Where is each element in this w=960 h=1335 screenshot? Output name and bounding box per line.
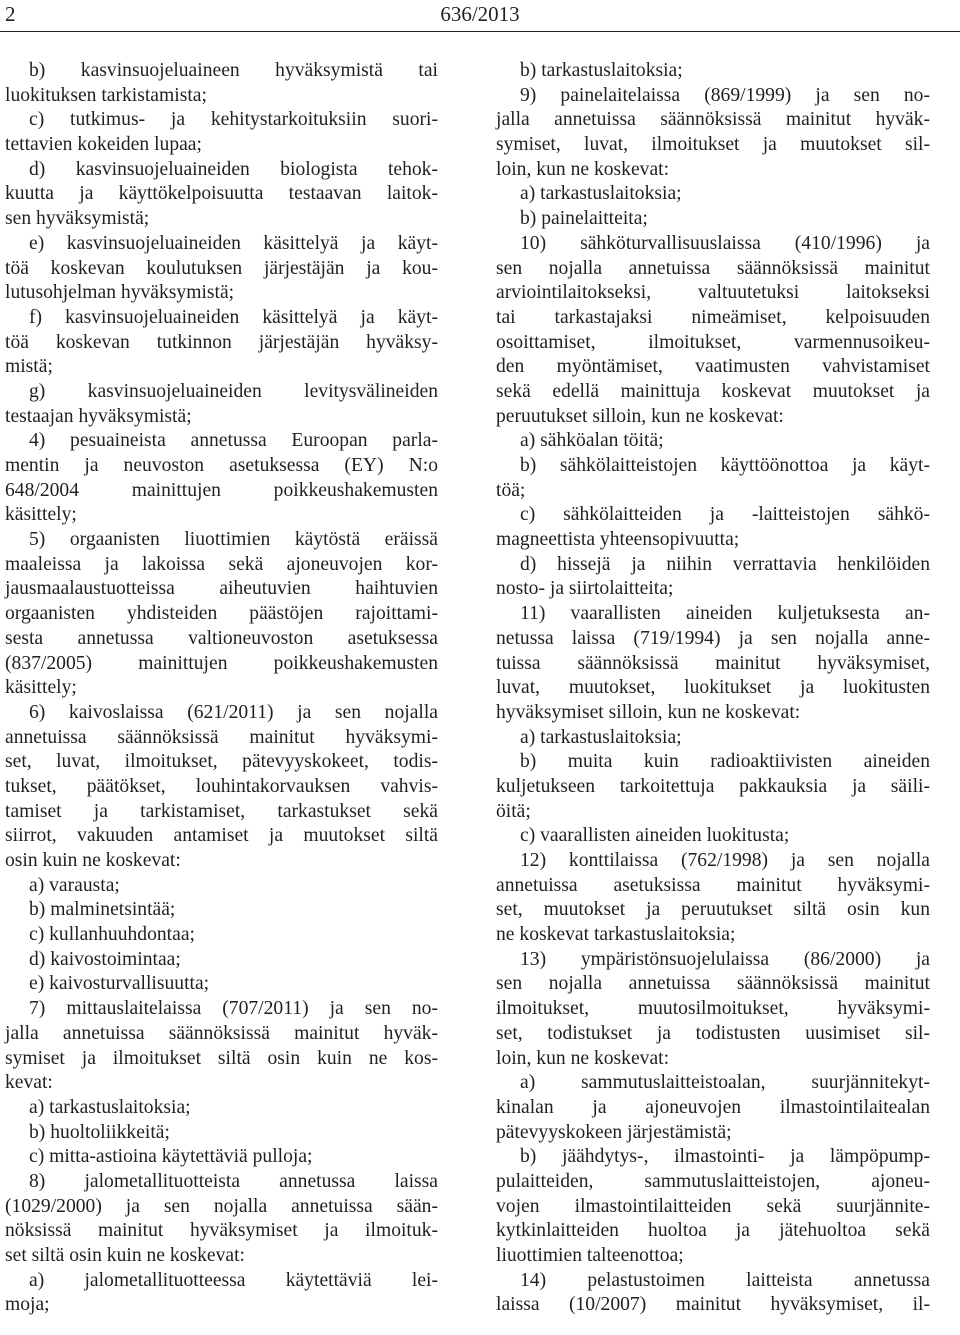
text-line: 5) orgaanisten liuottimien käytöstä eräissä	[29, 529, 438, 551]
text-line: 4) pesuaineista annetussa Euroopan parla-	[29, 430, 438, 452]
text-line: käsittely;	[5, 504, 77, 526]
text-line: maaleissa ja lakoissa sekä ajoneuvojen kor-	[5, 553, 438, 575]
text-line: b) painelaitteita;	[520, 208, 648, 230]
text-line: 648/2004 mainittujen poikkeushakemusten	[5, 479, 438, 501]
text-line: laissa (10/2007) mainitut hyväksymiset, il-	[496, 1294, 930, 1316]
header-rule	[0, 31, 960, 32]
text-line: pulaitteiden, sammutuslaitteistojen, ajoneu-	[496, 1170, 930, 1192]
text-line: set, luvat, ilmoitukset, pätevyyskokeet, todis-	[5, 751, 438, 773]
text-line: set siltä osin kuin ne koskevat:	[5, 1245, 245, 1266]
text-line: a) varausta;	[29, 874, 120, 896]
text-line: b) huoltoliikkeitä;	[29, 1121, 170, 1143]
text-line: c) mitta-astioina käytettäviä pulloja;	[29, 1146, 313, 1168]
text-line: tuissa säännöksissä mainitut hyväksymiset,	[496, 652, 930, 674]
text-line: orgaanisten yhdisteiden päästöjen rajoittami-	[5, 603, 438, 625]
text-line: d) kasvinsuojeluaineiden biologista tehok-	[29, 158, 438, 180]
text-line: b) kasvinsuojeluaineen hyväksymistä tai	[29, 60, 438, 81]
text-line: b) muita kuin radioaktiivisten aineiden	[520, 751, 930, 773]
text-line: siirrot, vakuuden antamiset ja muutokset siltä	[5, 825, 438, 847]
text-line: 8) jalometallituotteista annetussa laissa	[29, 1170, 438, 1192]
text-line: vojen ilmastointilaitteiden sekä suurjännite-	[496, 1195, 930, 1217]
text-line: 7) mittauslaitelaissa (707/2011) ja sen no-	[29, 998, 438, 1020]
text-line: luokituksen tarkistamista;	[5, 84, 207, 106]
text-line: testaajan hyväksymistä;	[5, 405, 192, 427]
text-line: b) jäähdytys-, ilmastointi- ja lämpöpump-	[520, 1146, 930, 1168]
text-line: tai tarkastajaksi nimeämiset, kelpoisuuden	[496, 306, 930, 328]
text-line: liuottimien talteenottoa;	[496, 1245, 684, 1266]
text-line: öitä;	[496, 800, 531, 822]
text-line: a) tarkastuslaitoksia;	[520, 726, 682, 748]
text-line: sen hyväksymistä;	[5, 208, 150, 230]
text-line: ilmoitukset, muutosilmoitukset, hyväksymi-	[496, 998, 930, 1020]
text-line: 6) kaivoslaissa (621/2011) ja sen nojalla	[29, 701, 438, 723]
text-line: c) kullanhuuhdontaa;	[29, 924, 195, 946]
text-line: (1029/2000) ja sen nojalla annetuissa sään-	[5, 1195, 438, 1217]
text-line: b) malminetsintää;	[29, 899, 176, 921]
text-line: jalla annetuissa säännöksissä mainitut hyväk-	[5, 1022, 438, 1044]
text-line: 13) ympäristönsuojelulaissa (86/2000) ja	[520, 948, 930, 970]
text-line: jausmaalaustuotteissa aiheutuvien haihtuvien	[5, 578, 438, 600]
text-line: netussa laissa (719/1994) ja sen nojalla anne-	[496, 627, 930, 649]
text-line: kinalan ja ajoneuvojen ilmastointilaitealan	[496, 1096, 930, 1118]
text-line: d) kaivostoimintaa;	[29, 948, 181, 970]
text-line: kuutta ja käyttökelpoisuutta testaavan laitok-	[5, 183, 438, 205]
text-line: f) kasvinsuojeluaineiden käsittelyä ja käyt-	[29, 306, 438, 328]
text-line: töä koskevan tutkinnon järjestäjän hyväksy-	[5, 331, 438, 353]
text-line: töä koskevan koulutuksen järjestäjän ja kou-	[5, 257, 438, 279]
text-line: kevat:	[5, 1072, 53, 1094]
text-line: 10) sähköturvallisuuslaissa (410/1996) ja	[520, 232, 930, 254]
text-line: c) tutkimus- ja kehitystarkoituksiin suori-	[29, 109, 438, 131]
text-line: moja;	[5, 1294, 50, 1316]
text-line: osoittamiset, ilmoitukset, varmennusoikeu-	[496, 331, 930, 353]
text-line: e) kaivosturvallisuutta;	[29, 973, 210, 995]
text-line: sen nojalla annetuissa säännöksissä mainitut	[496, 973, 930, 995]
text-line: tamiset ja tarkistamiset, tarkastukset sekä	[5, 800, 438, 822]
text-line: töä;	[496, 479, 526, 501]
text-line: d) hissejä ja niihin verrattavia henkilöiden	[520, 553, 930, 575]
text-line: tukset, päätökset, louhintakorvauksen vahvis-	[5, 775, 438, 797]
left-column	[5, 59, 438, 1318]
text-line: c) vaarallisten aineiden luokitusta;	[520, 825, 790, 847]
text-line: pätevyyskokeen järjestämistä;	[496, 1121, 732, 1143]
text-line: hyväksymiset silloin, kun ne koskevat:	[496, 701, 801, 723]
document-number: 636/2013	[440, 2, 520, 26]
text-line: nosto- ja siirtolaitteita;	[496, 578, 674, 600]
page-header	[0, 0, 960, 30]
text-line: set, muutokset ja peruutukset siltä osin kun	[496, 899, 930, 921]
text-line: sesta annetussa valtioneuvoston asetuksessa	[5, 627, 438, 649]
page-number: 2	[5, 2, 16, 26]
text-line: käsittely;	[5, 677, 77, 699]
text-line: mistä;	[5, 356, 53, 378]
text-line: den myöntämiset, vaatimusten vahvistamiset	[496, 356, 930, 378]
text-line: b) sähkölaitteistojen käyttöönottoa ja käyt-	[520, 455, 930, 476]
text-line: a) tarkastuslaitoksia;	[520, 183, 682, 205]
text-line: a) sammutuslaitteistoalan, suurjännitekyt-	[520, 1072, 930, 1094]
text-line: c) sähkölaitteiden ja -laitteistojen sähkö-	[520, 504, 930, 526]
text-line: b) tarkastuslaitoksia;	[520, 60, 683, 81]
text-line: set, todistukset ja todistusten uusimiset sil-	[496, 1022, 930, 1044]
text-line: symiset, luvat, ilmoitukset ja muutokset sil-	[496, 134, 930, 156]
text-line: 12) konttilaissa (762/1998) ja sen nojalla	[520, 850, 930, 871]
text-line: luvat, muutokset, luokitukset ja luokitusten	[496, 677, 930, 699]
text-line: loin, kun ne koskevat:	[496, 158, 670, 180]
text-line: 14) pelastustoimen laitteista annetussa	[520, 1269, 930, 1291]
text-line: peruutukset silloin, kun ne koskevat:	[496, 405, 784, 427]
text-line: kuljetukseen tarkoitettuja pakkauksia ja säili-	[496, 775, 930, 797]
text-line: 9) painelaitelaissa (869/1999) ja sen no-	[520, 84, 930, 106]
text-line: symiset ja ilmoitukset siltä osin kuin ne kos-	[5, 1047, 438, 1069]
text-line: osin kuin ne koskevat:	[5, 850, 181, 871]
text-line: a) tarkastuslaitoksia;	[29, 1096, 191, 1118]
text-line: 11) vaarallisten aineiden kuljetuksesta an-	[520, 603, 930, 625]
right-column	[496, 59, 930, 1318]
text-line: loin, kun ne koskevat:	[496, 1047, 670, 1069]
text-line: kytkinlaitteiden huoltoa ja jätehuoltoa sekä	[496, 1220, 930, 1242]
text-line: jalla annetuissa säännöksissä mainitut hyväk-	[496, 109, 930, 131]
text-line: g) kasvinsuojeluaineiden levitysvälineiden	[29, 380, 438, 402]
text-line: arviointilaitokseksi, valtuutetuksi laitokseksi	[496, 282, 930, 304]
text-line: sekä edellä mainittuja koskevat muutokset ja	[496, 380, 930, 402]
text-line: mentin ja neuvoston asetuksessa (EY) N:o	[5, 455, 438, 476]
text-line: a) sähköalan töitä;	[520, 430, 664, 452]
text-line: annetuissa asetuksissa mainitut hyväksymi-	[496, 874, 930, 896]
text-line: annetuissa säännöksissä mainitut hyväksymi-	[5, 726, 438, 748]
text-line: tettavien kokeiden lupaa;	[5, 134, 202, 156]
text-line: sen nojalla annetuissa säännöksissä mainitut	[496, 257, 930, 279]
text-line: a) jalometallituotteessa käytettäviä lei-	[29, 1269, 438, 1291]
text-line: e) kasvinsuojeluaineiden käsittelyä ja käyt-	[29, 232, 438, 254]
text-line: nöksissä mainitut hyväksymiset ja ilmoituk-	[5, 1220, 438, 1242]
text-line: (837/2005) mainittujen poikkeushakemusten	[5, 652, 438, 674]
text-line: magneettista yhteensopivuutta;	[496, 529, 740, 551]
text-line: ne koskevat tarkastuslaitoksia;	[496, 924, 736, 946]
text-line: lutusohjelman hyväksymistä;	[5, 282, 235, 304]
